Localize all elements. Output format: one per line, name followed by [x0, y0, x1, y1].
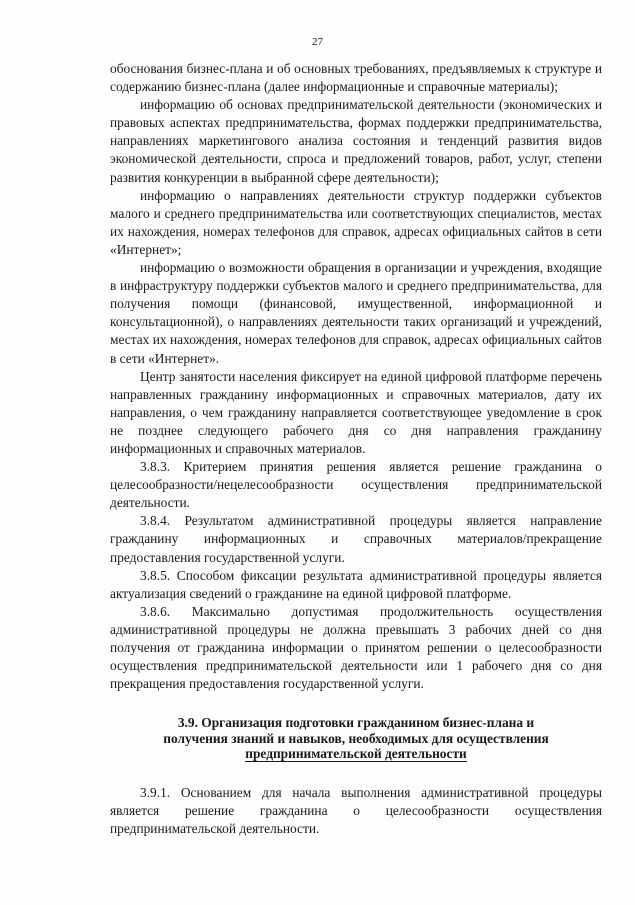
paragraph-3-8-4: 3.8.4. Результатом административной процедуры является направление гражданину информационных и справочных материалов/прекращение предоставления государственной услуги. [110, 513, 602, 565]
paragraph-info-basics: информацию об основах предпринимательской деятельности (экономических и правовых аспектах предпринимательства, формах поддержки предпринимательства, направлениях маркетингового анализа состояния и тенденций развития видов экономической деятельности, спроса и предложений товаров, работ, услуг, степени развития конкуренции в выбранной сфере деятельности); [110, 97, 602, 185]
section-heading-3-9 [110, 715, 602, 762]
section-heading-line-3: предпринимательской деятельности [245, 746, 467, 762]
paragraph-3-8-5: 3.8.5. Способом фиксации результата административной процедуры является актуализация сведений о гражданине на единой цифровой платформе. [110, 567, 602, 601]
paragraph-3-9-1: 3.9.1. Основанием для начала выполнения административной процедуры является решение гражданина о целесообразности осуществления предпринимательской деятельности. [110, 785, 602, 837]
section-heading-line-2: получения знаний и навыков, необходимых для осуществления [163, 730, 549, 746]
paragraph-3-8-6: 3.8.6. Максимально допустимая продолжительность осуществления административной процедуры не должна превышать 3 рабочих дней со дня получения от гражданина информации о принятом решении о целесообразности осуществления предпринимательской деятельности или 1 рабочего дня со дня прекращения предоставления государственной услуги. [110, 603, 602, 692]
paragraph-info-support-structures: информацию о направлениях деятельности структур поддержки субъектов малого и среднего предпринимательства или соответствующих специалистов, местах их нахождения, номерах телефонов для справок, адресах официальных сайтов в сети «Интернет»; [110, 187, 602, 257]
paragraph-employment-center: Центр занятости населения фиксирует на единой цифровой платформе перечень направленных гражданину информационных и справочных материалов, дату их направления, о чем гражданину направляется соответствующее уведомление в срок не позднее следующего рабочего дня со дня направления гражданину информационных и справочных материалов. [110, 368, 602, 456]
section-heading-line-1: 3.9. Организация подготовки гражданином бизнес-плана и [177, 715, 535, 731]
paragraph-3-8-3: 3.8.3. Критерием принятия решения является решение гражданина о целесообразности/нецелесообразности осуществления предпринимательской деятельности. [110, 459, 602, 511]
page-number: 27 [312, 36, 323, 48]
paragraph-info-organizations: информацию о возможности обращения в организации и учреждения, входящие в инфраструктуру поддержки субъектов малого и среднего предпринимательства, для получения помощи (финансовой, имущественной, информационной и консультационной), о направлениях деятельности таких организаций и учреждений, местах их нахождения, номерах телефонов для справок, адресах официальных сайтов в сети «Интернет». [110, 260, 602, 366]
paragraph-continuation: обоснования бизнес-плана и об основных требованиях, предъявляемых к структуре и содержанию бизнес-плана (далее информационные и справочные материалы); [110, 61, 602, 95]
document-body [110, 60, 602, 839]
